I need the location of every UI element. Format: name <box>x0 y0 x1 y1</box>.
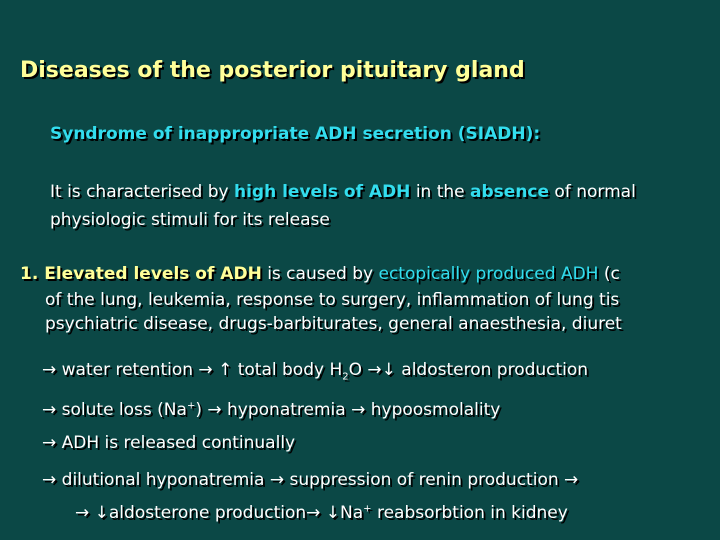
point1-label: 1. Elevated levels of ADH <box>20 264 262 284</box>
slide-title: Diseases of the posterior pituitary gland <box>20 58 525 83</box>
arrow-line-2-b: ) → hyponatremia → hypoosmolality <box>195 400 501 420</box>
arrow-line-5-a: → ↓aldosterone production→ ↓Na <box>75 503 364 523</box>
slide-subtitle: Syndrome of inappropriate ADH secretion (SIADH): <box>50 124 541 144</box>
arrow-line-4 <box>42 470 578 490</box>
arrow-line-1-b: O →↓ aldosteron production <box>348 360 589 380</box>
arrow-line-4-arrow: → <box>42 470 57 490</box>
arrow-line-1 <box>42 360 588 382</box>
intro-text-1: It is characterised by <box>50 182 234 202</box>
point1-tail: (c <box>598 264 620 284</box>
arrow-line-2-sup: + <box>186 400 196 412</box>
intro-line-2: physiologic stimuli for its release <box>50 210 330 230</box>
arrow-line-4-text: dilutional hyponatremia → suppression of renin production → <box>56 470 579 490</box>
intro-highlight-high-adh: high levels of ADH <box>233 182 411 202</box>
arrow-line-2-a: → solute loss (Na <box>42 400 187 420</box>
point1-line-3: psychiatric disease, drugs-barbiturates, general anaesthesia, diuret <box>45 314 622 334</box>
intro-line-1 <box>50 182 636 202</box>
point1-line-1 <box>20 264 620 284</box>
arrow-line-5-sup: + <box>363 503 372 515</box>
arrow-line-1-sub: 2 <box>342 371 349 383</box>
arrow-line-2 <box>42 400 500 420</box>
point1-highlight: ectopically produced ADH <box>378 264 599 284</box>
arrow-line-5 <box>75 503 568 523</box>
arrow-line-5-b: reabsorbtion in kidney <box>371 503 568 523</box>
arrow-line-3: → ADH is released continually <box>42 433 296 453</box>
point1-line-2: of the lung, leukemia, response to surgery, inflammation of lung tis <box>45 290 620 310</box>
intro-highlight-absence: absence <box>470 182 550 202</box>
intro-text-2: in the <box>410 182 471 202</box>
arrow-line-1-a: → water retention → ↑ total body H <box>42 360 343 380</box>
point1-text: is caused by <box>261 264 379 284</box>
intro-text-3: of normal <box>549 182 636 202</box>
